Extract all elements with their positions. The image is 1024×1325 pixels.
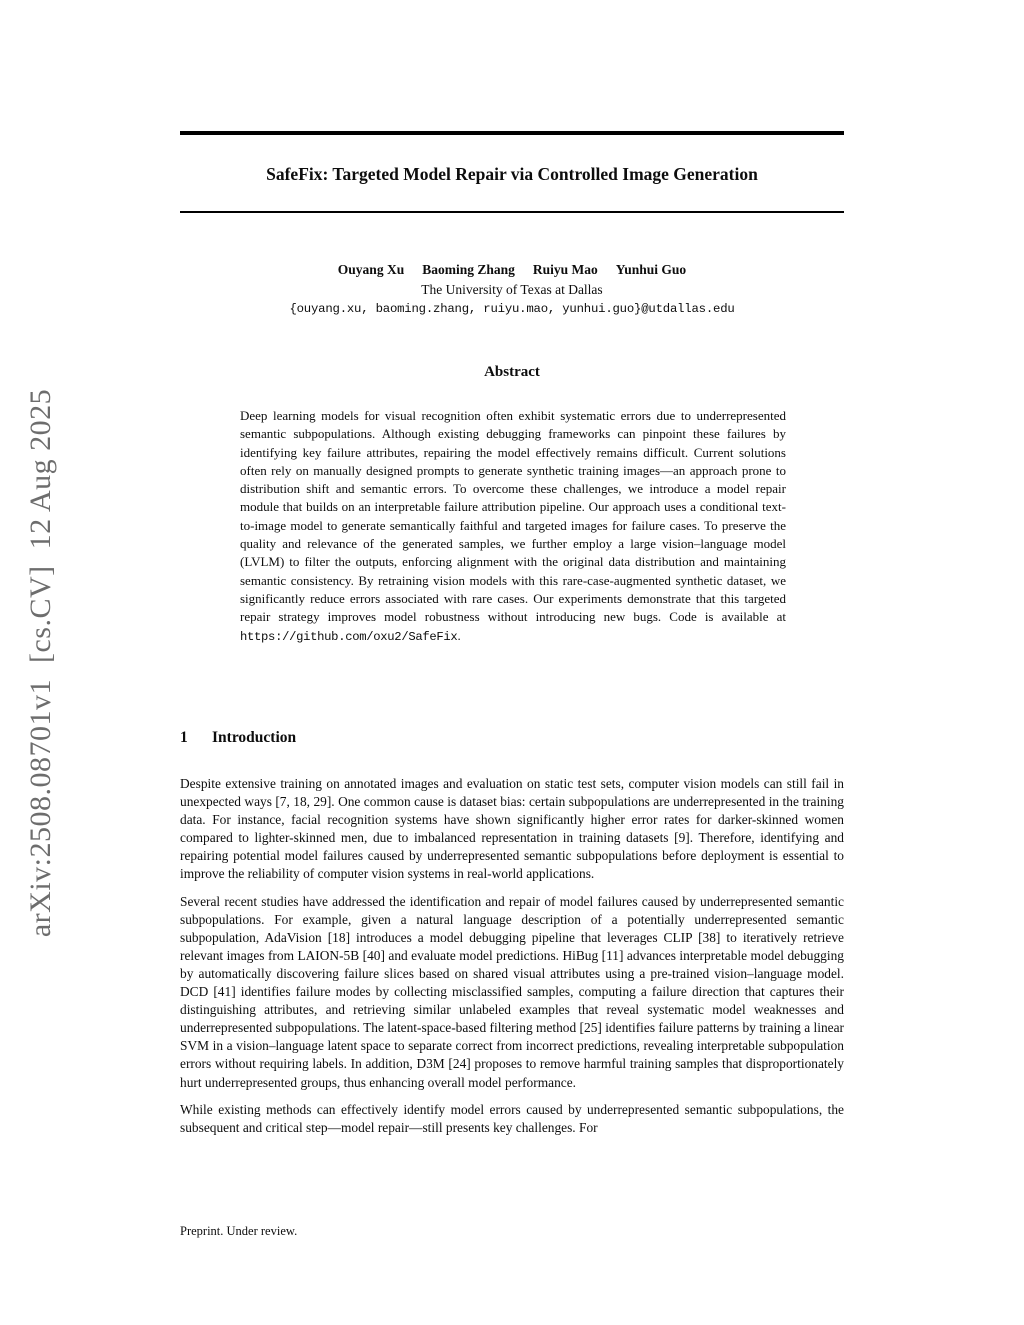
author-names — [180, 261, 844, 279]
author-emails: {ouyang.xu, baoming.zhang, ruiyu.mao, yunhui.guo}@utdallas.edu — [289, 302, 735, 316]
code-repo-link[interactable]: https://github.com/oxu2/SafeFix — [240, 629, 458, 644]
author-name: Yunhui Guo — [615, 262, 687, 277]
abstract-period: . — [457, 627, 461, 643]
paper-title: SafeFix: Targeted Model Repair via Controlled Image Generation — [266, 164, 758, 184]
section-number: 1 — [180, 729, 188, 746]
author-name: Ruiyu Mao — [532, 262, 598, 277]
arxiv-watermark: arXiv:2508.08701v1 [cs.CV] 12 Aug 2025 — [24, 388, 57, 938]
abstract-heading: Abstract — [484, 364, 540, 380]
introduction-paragraphs — [180, 775, 844, 1146]
author-name: Ouyang Xu — [337, 262, 405, 277]
abstract-text: Deep learning models for visual recognition often exhibit systematic errors due to underrepresented semantic subpopulations. Although existing debugging frameworks can pinpoint these failures by identifying key failure attributes, repairing the model effectively remains difficult. Current solutions often rely on manually designed prompts to generate synthetic training images—an approach prone to distribution shift and semantic errors. To overcome these challenges, we introduce a model repair module that builds on an interpretable failure attribution pipeline. Our approach uses a conditional text-to-image model to generate semantically faithful and targeted images for failure cases. To preserve the quality and relevance of the generated samples, we further employ a large vision–language model (LVLM) to filter the outputs, enforcing alignment with the original data distribution and maintaining semantic consistency. By retraining vision models with this rare-case-augmented synthetic dataset, we significantly reduce errors associated with rare cases. Our experiments demonstrate that this targeted repair strategy improves model robustness without introducing new bugs. Code is available at — [240, 408, 786, 625]
footer-note: Preprint. Under review. — [180, 1224, 298, 1238]
paragraph: Several recent studies have addressed the identification and repair of model failures caused by underrepresented semantic subpopulations. For example, given a natural language description of a potentially underrepresented semantic subpopulation, AdaVision [18] introduces a model debugging pipeline that leverages CLIP [38] to iteratively retrieve relevant images from LAION-5B [40] and evaluate model predictions. HiBug [11] advances interpretable model debugging by automatically discovering failure slices based on shared visual attributes using a pre-trained vision–language model. DCD [41] identifies failure modes by collecting misclassified samples, computing a failure direction that captures their distinguishing attributes, and retrieving similar unlabeled examples that reveal systematic model weaknesses and underrepresented subpopulations. The latent-space-based filtering method [25] identifies failure patterns by training a linear SVM in a vision–language latent space to separate correct from incorrect predictions, revealing interpretable subpopulation errors without requiring labels. In addition, D3M [24] proposes to remove harmful training samples that disproportionately hurt underrepresented groups, thus enhancing overall model performance. — [180, 893, 844, 1090]
title-rule-bottom — [180, 211, 844, 213]
paragraph: While existing methods can effectively identify model errors caused by underrepresented semantic subpopulations, the subsequent and critical step—model repair—still presents key challenges. For — [180, 1101, 844, 1135]
abstract-body — [240, 407, 786, 646]
affiliation: The University of Texas at Dallas — [421, 282, 603, 297]
paragraph: Despite extensive training on annotated images and evaluation on static test sets, computer vision models can still fail in unexpected ways [7, 18, 29]. One common cause is dataset bias: certain subpopulations are underrepresented in the training data. For instance, facial recognition systems have shown significantly higher error rates for darker-skinned women compared to lighter-skinned men, due to imbalanced representation in training datasets [9]. Therefore, identifying and repairing potential model failures caused by underrepresented semantic subpopulations before deployment is essential to improve the reliability of computer vision systems in real-world applications. — [180, 776, 844, 882]
section-heading-introduction — [180, 729, 844, 747]
title-rule-top — [180, 131, 844, 135]
author-block — [180, 261, 844, 316]
section-title: Introduction — [212, 729, 297, 746]
author-name: Baoming Zhang — [422, 262, 515, 277]
